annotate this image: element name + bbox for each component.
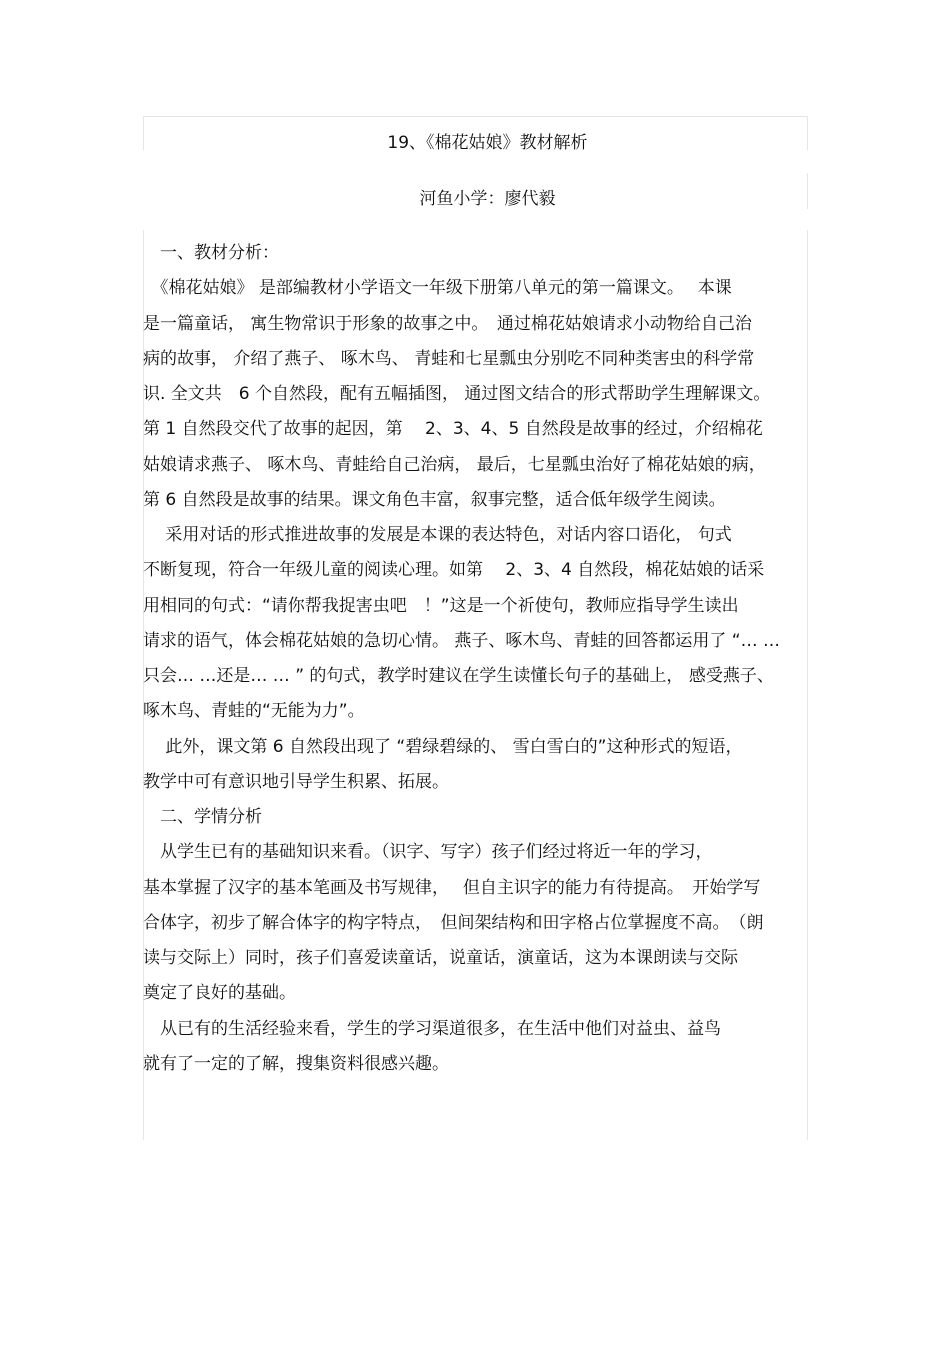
text-line: 请求的语气，体会棉花姑娘的急切心情。 燕子、啄木鸟、青蛙的回答都运用了 “… … xyxy=(143,631,781,651)
text-line: 从已有的生活经验来看，学生的学习渠道很多，在生活中他们对益虫、益鸟 xyxy=(143,1019,721,1039)
text-line: 就有了一定的了解，搜集资料很感兴趣。 xyxy=(143,1054,449,1074)
text-line: 基本掌握了汉字的基本笔画及书写规律， 但自主识字的能力有待提高。 开始学写 xyxy=(143,878,761,898)
text-line: 第 6 自然段是故事的结果。课文角色丰富，叙事完整，适合低年级学生阅读。 xyxy=(143,490,726,510)
text-line: 只会… …还是… … ” 的句式，教学时建议在学生读懂长句子的基础上， 感受燕子、 xyxy=(143,666,774,686)
text-line: 啄木鸟、青蛙的“无能为力”。 xyxy=(143,701,365,721)
text-line: 读与交际上）同时，孩子们喜爱读童话，说童话，演童话，这为本课朗读与交际 xyxy=(143,948,738,968)
text-line: 识. 全文共 6 个自然段，配有五幅插图， 通过图文结合的形式帮助学生理解课文。 xyxy=(143,384,771,404)
text-line: 用相同的句式：“请你帮我捉害虫吧 ！”这是一个祈使句，教师应指导学生读出 xyxy=(143,596,739,616)
text-line: 采用对话的形式推进故事的发展是本课的表达特色，对话内容口语化， 句式 xyxy=(143,525,732,545)
document-title: 19、《棉花姑娘》教材解析 xyxy=(387,133,588,153)
text-line: 是一篇童话， 寓生物常识于形象的故事之中。 通过棉花姑娘请求小动物给自己治 xyxy=(143,314,752,334)
text-line: 一、教材分析： xyxy=(143,243,279,263)
text-line: 《棉花姑娘》 是部编教材小学语文一年级下册第八单元的第一篇课文。 本课 xyxy=(143,278,732,298)
text-line: 奠定了良好的基础。 xyxy=(143,983,296,1003)
page-top-rule xyxy=(143,116,808,117)
text-line: 此外，课文第 6 自然段出现了 “碧绿碧绿的、 雪白雪白的”这种形式的短语， xyxy=(143,737,743,757)
text-line: 第 1 自然段交代了故事的起因，第 2、3、4、5 自然段是故事的经过，介绍棉花 xyxy=(143,419,763,439)
text-line: 姑娘请求燕子、 啄木鸟、青蛙给自己治病， 最后，七星瓢虫治好了棉花姑娘的病， xyxy=(143,455,766,475)
document-author: 河鱼小学：廖代毅 xyxy=(419,189,556,209)
text-line: 不断复现，符合一年级儿童的阅读心理。如第 2、3、4 自然段，棉花姑娘的话采 xyxy=(143,560,765,580)
text-line: 教学中可有意识地引导学生积累、拓展。 xyxy=(143,772,449,792)
text-line: 病的故事， 介绍了燕子、 啄木鸟、 青蛙和七星瓢虫分别吃不同种类害虫的科学常 xyxy=(143,349,755,369)
text-line: 合体字，初步了解合体字的构字特点， 但间架结构和田字格占位掌握度不高。 （朗 xyxy=(143,913,764,933)
text-line: 二、学情分析 xyxy=(143,807,262,827)
text-line: 从学生已有的基础知识来看。（识字、写字）孩子们经过将近一年的学习， xyxy=(143,842,713,862)
